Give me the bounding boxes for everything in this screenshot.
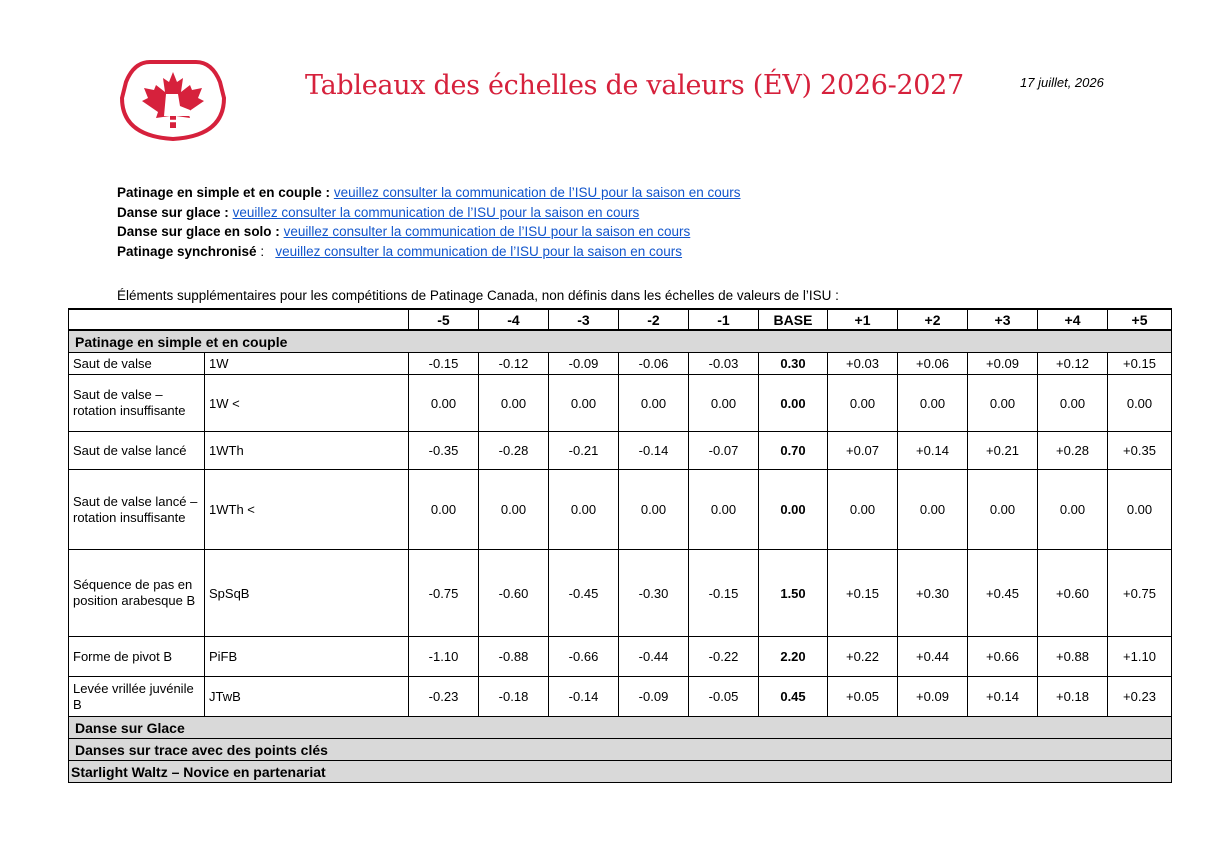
intro-text: Éléments supplémentaires pour les compétitions de Patinage Canada, non définis dans les échelles de valeurs de l’ISU : [117, 288, 839, 303]
goe-value: +0.15 [1108, 353, 1172, 375]
element-code: PiFB [205, 637, 409, 677]
goe-value: +0.23 [1108, 677, 1172, 717]
goe-value: 0.00 [898, 470, 968, 550]
element-code: 1WTh [205, 432, 409, 470]
goe-value: +0.03 [828, 353, 898, 375]
column-header: +3 [968, 309, 1038, 330]
section-pattern-dances: Danses sur trace avec des points clés [69, 739, 1172, 761]
table-row [69, 637, 1172, 677]
table-row [69, 677, 1172, 717]
goe-value: 0.00 [968, 470, 1038, 550]
goe-value: 0.00 [479, 375, 549, 432]
base-value: 0.45 [759, 677, 828, 717]
column-header: -1 [689, 309, 759, 330]
goe-value: +0.35 [1108, 432, 1172, 470]
base-value: 0.30 [759, 353, 828, 375]
goe-value: -0.12 [479, 353, 549, 375]
column-header: +1 [828, 309, 898, 330]
column-header: -5 [409, 309, 479, 330]
goe-value: -0.45 [549, 550, 619, 637]
goe-value: 0.00 [549, 470, 619, 550]
goe-value: -0.60 [479, 550, 549, 637]
column-header: +5 [1108, 309, 1172, 330]
isu-link-solo-dance[interactable]: veuillez consulter la communication de l’ISU pour la saison en cours [283, 224, 691, 239]
table-row [69, 470, 1172, 550]
goe-value: +0.22 [828, 637, 898, 677]
goe-value: +0.15 [828, 550, 898, 637]
section-singles-pairs: Patinage en simple et en couple [69, 330, 1172, 353]
goe-value: 0.00 [619, 470, 689, 550]
goe-value: +0.18 [1038, 677, 1108, 717]
goe-value: -0.35 [409, 432, 479, 470]
goe-value: 0.00 [828, 470, 898, 550]
section-starlight-waltz: Starlight Waltz – Novice en partenariat [69, 761, 1172, 783]
column-header: -2 [619, 309, 689, 330]
base-value: 0.00 [759, 470, 828, 550]
table-row [69, 432, 1172, 470]
table-row [69, 375, 1172, 432]
element-name: Saut de valse [69, 353, 205, 375]
goe-value: -0.88 [479, 637, 549, 677]
goe-value: 0.00 [968, 375, 1038, 432]
goe-value: -0.75 [409, 550, 479, 637]
link-row-solo-dance: Danse sur glace en solo : veuillez consulter la communication de l’ISU pour la saison en cours [117, 224, 691, 239]
element-name: Forme de pivot B [69, 637, 205, 677]
goe-value: +0.28 [1038, 432, 1108, 470]
goe-value: -0.21 [549, 432, 619, 470]
goe-value: +0.75 [1108, 550, 1172, 637]
goe-value: +0.21 [968, 432, 1038, 470]
goe-value: -0.14 [549, 677, 619, 717]
goe-value: +0.07 [828, 432, 898, 470]
goe-value: 0.00 [828, 375, 898, 432]
goe-value: -0.03 [689, 353, 759, 375]
goe-value: -0.09 [619, 677, 689, 717]
goe-value: +0.45 [968, 550, 1038, 637]
goe-value: -0.05 [689, 677, 759, 717]
goe-value: 0.00 [549, 375, 619, 432]
base-value: 0.00 [759, 375, 828, 432]
element-name: Saut de valse – rotation insuffisante [69, 375, 205, 432]
goe-value: -0.14 [619, 432, 689, 470]
column-header: BASE [759, 309, 828, 330]
section-ice-dance: Danse sur Glace [69, 717, 1172, 739]
table-row [69, 550, 1172, 637]
goe-value: 0.00 [689, 470, 759, 550]
link-row-singles-pairs: Patinage en simple et en couple : veuillez consulter la communication de l’ISU pour la saison en cours [117, 185, 741, 200]
goe-value: -0.09 [549, 353, 619, 375]
skate-canada-logo [120, 58, 226, 142]
goe-value: 0.00 [409, 470, 479, 550]
goe-value: -0.07 [689, 432, 759, 470]
goe-value: +0.06 [898, 353, 968, 375]
page-title: Tableaux des échelles de valeurs (ÉV) 2026-2027 [305, 70, 964, 101]
element-code: 1WTh < [205, 470, 409, 550]
goe-value: -0.66 [549, 637, 619, 677]
goe-value: +0.14 [898, 432, 968, 470]
isu-link-singles-pairs[interactable]: veuillez consulter la communication de l’ISU pour la saison en cours [333, 185, 741, 200]
goe-value: -0.06 [619, 353, 689, 375]
column-header: -3 [549, 309, 619, 330]
value-scale-table [68, 308, 1172, 783]
element-code: 1W < [205, 375, 409, 432]
base-value: 1.50 [759, 550, 828, 637]
goe-value: -0.22 [689, 637, 759, 677]
goe-value: +0.14 [968, 677, 1038, 717]
goe-value: +0.09 [898, 677, 968, 717]
goe-value: 0.00 [479, 470, 549, 550]
document-date: 17 juillet, 2026 [1020, 75, 1104, 90]
base-value: 2.20 [759, 637, 828, 677]
element-name: Séquence de pas en position arabesque B [69, 550, 205, 637]
goe-value: +0.12 [1038, 353, 1108, 375]
goe-value: +0.60 [1038, 550, 1108, 637]
goe-value: 0.00 [1108, 470, 1172, 550]
element-name: Levée vrillée juvénile B [69, 677, 205, 717]
goe-value: +0.09 [968, 353, 1038, 375]
goe-value: -0.44 [619, 637, 689, 677]
goe-value: +0.30 [898, 550, 968, 637]
goe-value: -1.10 [409, 637, 479, 677]
element-code: SpSqB [205, 550, 409, 637]
goe-value: 0.00 [619, 375, 689, 432]
goe-value: 0.00 [1108, 375, 1172, 432]
column-header: +4 [1038, 309, 1108, 330]
goe-value: 0.00 [1038, 375, 1108, 432]
goe-value: -0.30 [619, 550, 689, 637]
isu-link-ice-dance[interactable]: veuillez consulter la communication de l’ISU pour la saison en cours [232, 204, 640, 220]
goe-value: -0.15 [409, 353, 479, 375]
column-header: -4 [479, 309, 549, 330]
goe-value: -0.18 [479, 677, 549, 717]
reference-links [117, 183, 741, 261]
goe-value: 0.00 [689, 375, 759, 432]
link-row-synchro: Patinage synchronisé : veuillez consulter la communication de l’ISU pour la saison en cours [117, 243, 683, 259]
column-header: +2 [898, 309, 968, 330]
goe-value: -0.23 [409, 677, 479, 717]
goe-value: 0.00 [898, 375, 968, 432]
table-row [69, 353, 1172, 375]
element-code: JTwB [205, 677, 409, 717]
goe-value: 0.00 [1038, 470, 1108, 550]
element-code: 1W [205, 353, 409, 375]
goe-value: 0.00 [409, 375, 479, 432]
base-value: 0.70 [759, 432, 828, 470]
goe-value: +0.05 [828, 677, 898, 717]
goe-value: -0.28 [479, 432, 549, 470]
isu-link-synchro[interactable]: veuillez consulter la communication de l’ISU pour la saison en cours [275, 243, 683, 259]
element-name: Saut de valse lancé [69, 432, 205, 470]
goe-value: -0.15 [689, 550, 759, 637]
goe-value: +1.10 [1108, 637, 1172, 677]
goe-value: +0.66 [968, 637, 1038, 677]
link-row-ice-dance: Danse sur glace : veuillez consulter la communication de l’ISU pour la saison en cours [117, 204, 640, 220]
goe-value: +0.44 [898, 637, 968, 677]
element-name: Saut de valse lancé – rotation insuffisante [69, 470, 205, 550]
header-row [69, 309, 1172, 330]
goe-value: +0.88 [1038, 637, 1108, 677]
